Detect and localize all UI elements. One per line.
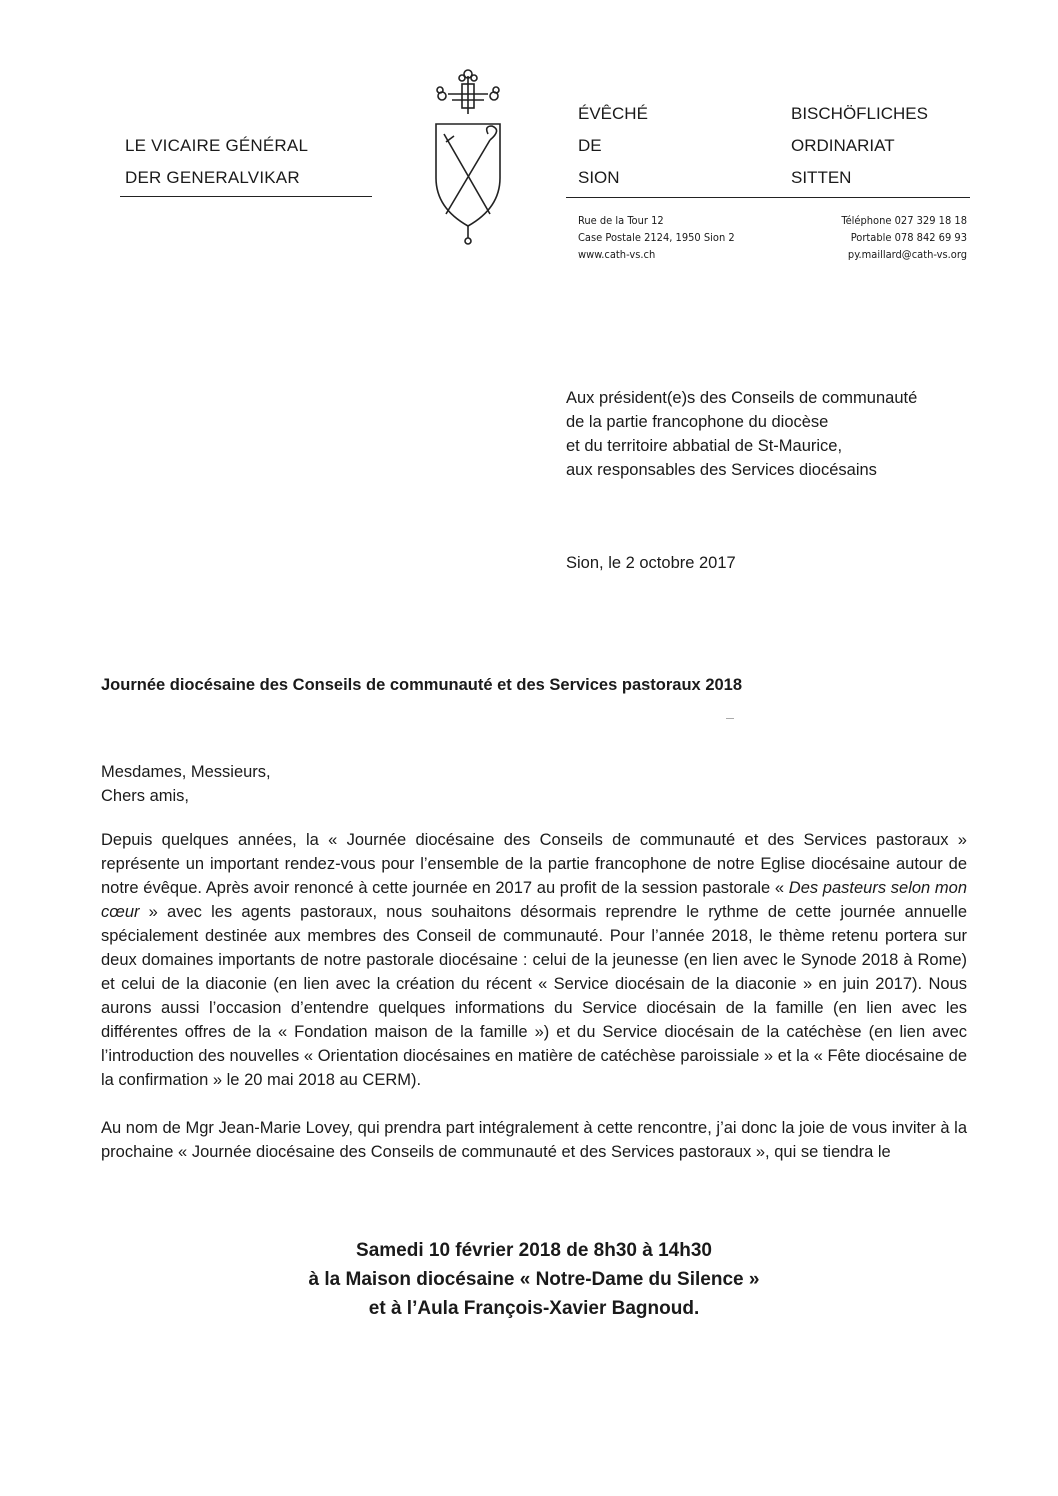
paragraph-italic-title: Des pasteurs selon mon cœur: [101, 879, 967, 921]
event-details: [101, 1236, 967, 1323]
sender-title-fr: LE VICAIRE GÉNÉRAL: [125, 136, 309, 155]
address-street: Rue de la Tour 12: [578, 214, 664, 227]
contact-details: [780, 212, 967, 263]
sender-title-de: DER GENERALVIKAR: [125, 168, 300, 187]
diocese-name-line: ORDINARIAT: [791, 136, 895, 155]
recipient-line: de la partie francophone du diocèse: [566, 413, 829, 431]
recipient-block: [566, 386, 917, 482]
paragraph-text: Depuis quelques années, la « Journée diocésaine des Conseils de communauté et des Services pastoraux » représente un important rendez-vous pour l’ensemble de la partie francophone de notre Eglise diocésaine autour de notre évêque. Après avoir renoncé à cette journée en 2017 au profit de la session pastorale «: [101, 831, 967, 897]
contact-phone: Téléphone 027 329 18 18: [841, 214, 967, 227]
salutation: [101, 760, 271, 808]
event-venue: à la Maison diocésaine « Notre-Dame du Silence »: [308, 1269, 760, 1290]
body-paragraph-1: [101, 828, 967, 1092]
postal-address: [578, 212, 735, 263]
letter-subject: Journée diocésaine des Conseils de communauté et des Services pastoraux 2018: [101, 676, 743, 694]
address-website: www.cath-vs.ch: [578, 248, 656, 261]
salutation-line: Chers amis,: [101, 787, 190, 805]
event-date-time: Samedi 10 février 2018 de 8h30 à 14h30: [356, 1240, 712, 1261]
recipient-line: aux responsables des Services diocésains: [566, 461, 877, 479]
address-box: Case Postale 2124, 1950 Sion 2: [578, 231, 735, 244]
scan-mark: [726, 718, 734, 719]
salutation-line: Mesdames, Messieurs,: [101, 763, 271, 781]
contact-email: py.maillard@cath-vs.org: [847, 248, 967, 261]
diocese-name-line: DE: [578, 136, 602, 155]
diocese-name-fr: [578, 98, 648, 194]
diocese-name-line: ÉVÊCHÉ: [578, 104, 648, 123]
diocese-name-line: BISCHÖFLICHES: [791, 104, 928, 123]
diocese-name-line: SION: [578, 168, 620, 187]
paragraph-text: » avec les agents pastoraux, nous souhaitons désormais reprendre le rythme de cette journée annuelle spécialement destinée aux membres des Conseil de communauté. Pour l’année 2018, le thème retenu portera sur deux domaines importants de notre pastorale diocésaine : celui de la jeunesse (en lien avec le Synode 2018 à Rome) et celui de la diaconie (en lien avec la création du récent « Service diocésain de la diaconie » en juin 2017). Nous aurons aussi l’occasion d’entendre quelques informations du Service diocésain de la famille (en lien avec les différentes offres de la « Fondation maison de la famille ») et du Service diocésain de la catéchèse (en lien avec l’introduction des nouvelles « Orientation diocésaines en matière de catéchèse paroissiale » et la « Fête diocésaine de la confirmation » le 20 mai 2018 au CERM).: [101, 903, 967, 1089]
header-right-divider: [566, 197, 970, 198]
contact-mobile: Portable 078 842 69 93: [850, 231, 967, 244]
letter-date: Sion, le 2 octobre 2017: [566, 554, 736, 572]
event-venue-2: et à l’Aula François-Xavier Bagnoud.: [368, 1298, 700, 1319]
recipient-line: Aux président(e)s des Conseils de communauté: [566, 389, 918, 407]
diocese-crest-icon: [428, 68, 508, 246]
diocese-name-line: SITTEN: [791, 168, 852, 187]
header-left-divider: [120, 196, 372, 197]
body-paragraph-2: Au nom de Mgr Jean-Marie Lovey, qui prendra part intégralement à cette rencontre, j’ai donc la joie de vous inviter à la prochaine « Journée diocésaine des Conseils de communauté et des Services pastoraux », qui se tiendra le: [101, 1119, 967, 1161]
recipient-line: et du territoire abbatial de St-Maurice,: [566, 437, 843, 455]
sender-title: [125, 130, 308, 194]
diocese-name-de: [791, 98, 928, 194]
